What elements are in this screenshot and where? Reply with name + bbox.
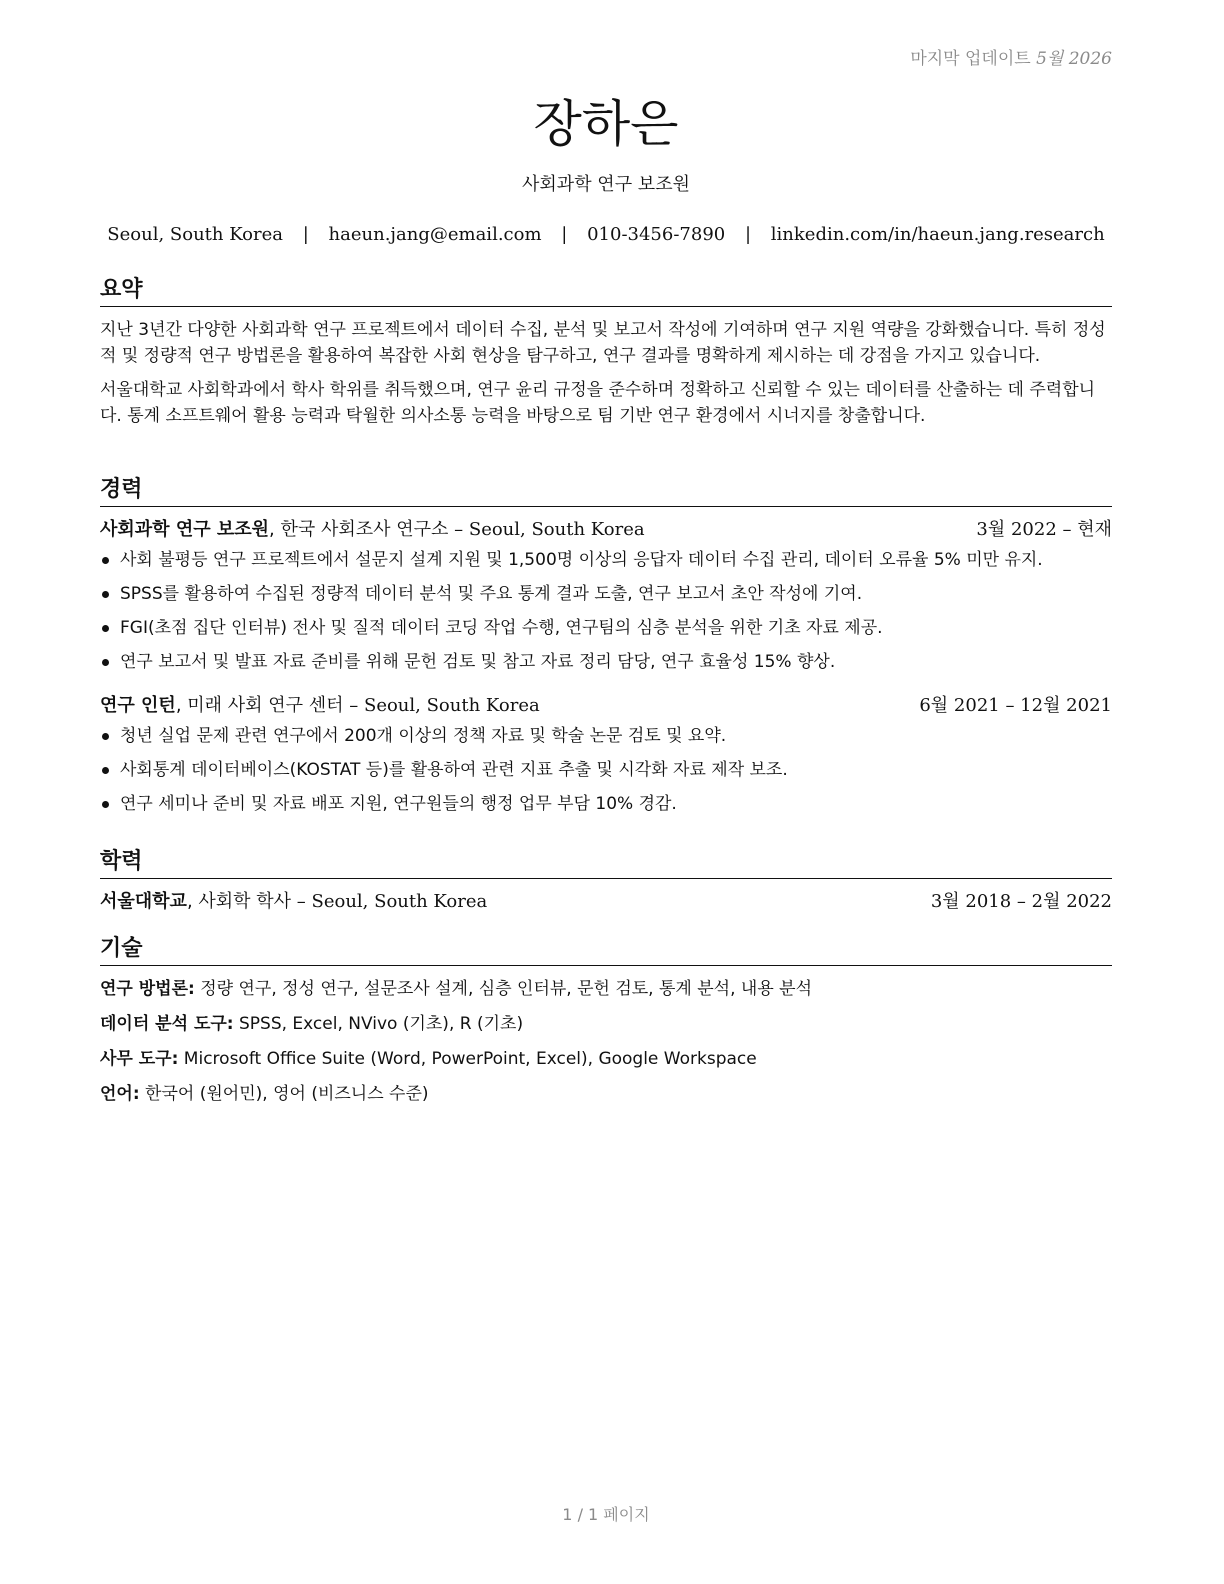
page-number: 1 / 1 페이지: [562, 1505, 650, 1524]
job-role: 연구 인턴: [100, 695, 176, 716]
section-heading-skills: 기술: [100, 935, 1112, 966]
list-item: 사회통계 데이터베이스(KOSTAT 등)를 활용하여 관련 지표 추출 및 시각화 자료 제작 보조.: [100, 757, 1112, 783]
skills-section: [100, 935, 1112, 1116]
job-dates: 3월 2022 – 현재: [976, 519, 1112, 540]
school-name: 서울대학교: [100, 891, 187, 912]
section-heading-experience: 경력: [100, 476, 1112, 507]
bullet-icon: [102, 591, 109, 598]
list-item: 청년 실업 문제 관련 연구에서 200개 이상의 정책 자료 및 학술 논문 검토 및 요약.: [100, 723, 1112, 749]
skill-row: [100, 1046, 1112, 1072]
contact-phone: 010-3456-7890: [587, 224, 726, 245]
job-organization: , 미래 사회 연구 센터: [175, 695, 344, 716]
skill-row: [100, 1081, 1112, 1107]
job-location: – Seoul, South Korea: [448, 519, 645, 540]
bullet-icon: [102, 625, 109, 632]
skill-key: 데이터 분석 도구:: [100, 1014, 234, 1034]
list-item: FGI(초점 집단 인터뷰) 전사 및 질적 데이터 코딩 작업 수행, 연구팀의 심층 분석을 위한 기초 자료 제공.: [100, 615, 1112, 641]
last-updated-date: 5월 2026: [1036, 49, 1112, 69]
contact-separator: |: [744, 224, 752, 245]
list-item: 연구 보고서 및 발표 자료 준비를 위해 문헌 검토 및 참고 자료 정리 담당, 연구 효율성 15% 향상.: [100, 649, 1112, 675]
summary-paragraph: 지난 3년간 다양한 사회과학 연구 프로젝트에서 데이터 수집, 분석 및 보고서 작성에 기여하며 연구 지원 역량을 강화했습니다. 특히 정성적 및 정량적 연구 방법론을 활용하여 복잡한 사회 현상을 탐구하고, 연구 결과를 명확하게 제시하는 데 강점을 가지고 있습니다.: [100, 320, 1106, 366]
skill-value: 한국어 (원어민), 영어 (비즈니스 수준): [139, 1084, 429, 1104]
summary-paragraph: 서울대학교 사회학과에서 학사 학위를 취득했으며, 연구 윤리 규정을 준수하며 정확하고 신뢰할 수 있는 데이터를 산출하는 데 주력합니다. 통계 소프트웨어 활용 능력과 탁월한 의사소통 능력을 바탕으로 팀 기반 연구 환경에서 시너지를 창출합니다.: [100, 380, 1096, 426]
last-updated-label: 마지막 업데이트: [910, 49, 1031, 69]
skill-key: 사무 도구:: [100, 1049, 179, 1069]
job-organization: , 한국 사회조사 연구소: [269, 519, 449, 540]
section-heading-education: 학력: [100, 848, 1112, 879]
contact-email[interactable]: haeun.jang@email.com: [328, 224, 542, 245]
skill-value: SPSS, Excel, NVivo (기초), R (기초): [233, 1014, 524, 1034]
skill-row: [100, 1011, 1112, 1037]
skill-key: 연구 방법론:: [100, 979, 195, 999]
education-dates: 3월 2018 – 2월 2022: [930, 891, 1112, 912]
resume-page: [100, 0, 1112, 1584]
candidate-title: 사회과학 연구 보조원: [522, 174, 690, 195]
contact-location: Seoul, South Korea: [107, 224, 283, 245]
list-item: 연구 세미나 준비 및 자료 배포 지원, 연구원들의 행정 업무 부담 10% 경감.: [100, 791, 1112, 817]
entry-title-line: [100, 517, 645, 543]
bullet-icon: [102, 659, 109, 666]
job-role: 사회과학 연구 보조원: [100, 519, 270, 540]
last-updated: [910, 44, 1112, 69]
bullet-icon: [102, 767, 109, 774]
skill-value: 정량 연구, 정성 연구, 설문조사 설계, 심층 인터뷰, 문헌 검토, 통계 분석, 내용 분석: [194, 979, 812, 999]
entry-title-line: [100, 693, 540, 719]
entry-header: [100, 693, 1112, 719]
experience-entry: [100, 517, 1112, 675]
experience-section: [100, 476, 1112, 825]
list-item: 사회 불평등 연구 프로젝트에서 설문지 설계 지원 및 1,500명 이상의 응답자 데이터 수집 관리, 데이터 오류율 5% 미만 유지.: [100, 547, 1112, 573]
job-bullets: [100, 547, 1112, 675]
education-entry: [100, 889, 1112, 915]
experience-entry: [100, 693, 1112, 817]
list-item: SPSS를 활용하여 수집된 정량적 데이터 분석 및 주요 통계 결과 도출, 연구 보고서 초안 작성에 기여.: [100, 581, 1112, 607]
bullet-icon: [102, 733, 109, 740]
entry-title-line: [100, 889, 487, 915]
contact-line: [100, 224, 1112, 245]
entry-header: [100, 517, 1112, 543]
candidate-name: 장하은: [533, 95, 679, 153]
contact-separator: |: [561, 224, 568, 245]
school-location: – Seoul, South Korea: [291, 891, 488, 912]
bullet-icon: [102, 557, 109, 564]
summary-section: [100, 276, 1112, 437]
bullet-icon: [102, 801, 109, 808]
skill-key: 언어:: [100, 1084, 140, 1104]
education-section: [100, 848, 1112, 919]
contact-separator: |: [302, 224, 309, 245]
job-bullets: [100, 723, 1112, 817]
job-dates: 6월 2021 – 12월 2021: [919, 695, 1112, 716]
contact-linkedin[interactable]: linkedin.com/in/haeun.jang.research: [770, 224, 1105, 245]
skill-row: [100, 976, 1112, 1002]
job-location: – Seoul, South Korea: [343, 695, 540, 716]
section-heading-summary: 요약: [100, 276, 1112, 307]
degree: , 사회학 학사: [186, 891, 292, 912]
skill-value: Microsoft Office Suite (Word, PowerPoint, Excel), Google Workspace: [178, 1049, 757, 1069]
